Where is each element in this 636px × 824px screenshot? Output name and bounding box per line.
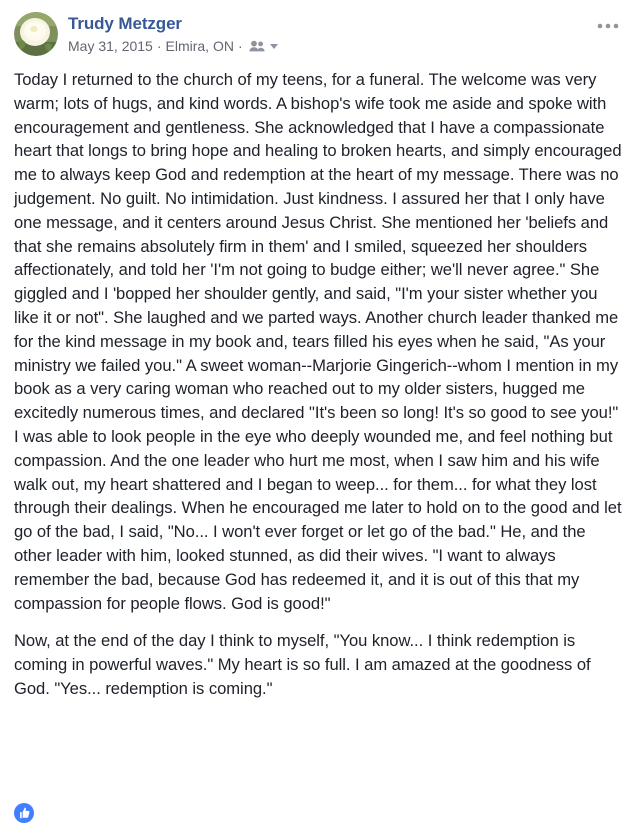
post-header-text — [68, 12, 594, 55]
thumbs-up-icon — [14, 803, 34, 823]
post-meta — [68, 37, 594, 55]
profile-photo-rose-icon — [14, 12, 58, 56]
avatar[interactable] — [14, 12, 58, 56]
friends-icon[interactable] — [249, 40, 265, 52]
post-header — [0, 0, 636, 62]
more-options-icon[interactable] — [594, 14, 622, 38]
reaction-summary[interactable] — [14, 802, 34, 824]
post-body — [0, 62, 636, 701]
meta-separator-2: · — [237, 38, 243, 54]
author-name[interactable]: Trudy Metzger — [68, 14, 182, 33]
meta-separator-1: · — [156, 38, 162, 54]
post-location[interactable]: Elmira, ON — [165, 38, 234, 54]
post-paragraph: Today I returned to the church of my teens, for a funeral. The welcome was very warm; lots of hugs, and kind words. A bishop's wife took me aside and spoke with encouragement and gentleness. She acknowledged that I have a compassionate heart that longs to bring hope and healing to broken hearts, and simply encouraged me to always keep God and redemption at the heart of my message. There was no judgement. No guilt. No intimidation. Just kindness. I assured her that I only have one message, and it centers around Jesus Christ. She mentioned her 'beliefs and that she remains absolutely firm in them' and I smiled, squeezed her shoulders affectionately, and told her 'I'm not going to budge either; we'll never agree." She giggled and I 'bopped her shoulder gently, and said, "I'm your sister whether you like it or not". She laughed and we parted ways. Another church leader thanked me for the kind message in my book and, tears filled his eyes when he said, "As your ministry we failed you." A sweet woman--Marjorie Gingerich--whom I mention in my book as a very caring woman who reached out to my older sisters, hugged me excitedly numerous times, and declared "It's been so long! It's so good to see you!" I was able to look people in the eye who deeply wounded me, and feel nothing but compassion. And the one leader who hurt me most, when I saw him and his wife walk out, my heart shattered and I began to weep... for them... for what they lost through their dealings. When he encouraged me later to hold on to the good and let go of the bad, I said, "No... I won't ever forget or let go of the bad." He, and the other leader with him, looked stunned, as did their wives. "I want to always remember the bad, because God has redeemed it, and it is out of this that my compassion for people flows. God is good!" — [14, 70, 622, 613]
chevron-down-icon[interactable] — [270, 44, 278, 49]
post-date[interactable]: May 31, 2015 — [68, 38, 153, 54]
post-paragraph: Now, at the end of the day I think to myself, "You know... I think redemption is coming in powerful waves." My heart is so full. I am amazed at the goodness of God. "Yes... redemption is coming." — [14, 631, 591, 698]
